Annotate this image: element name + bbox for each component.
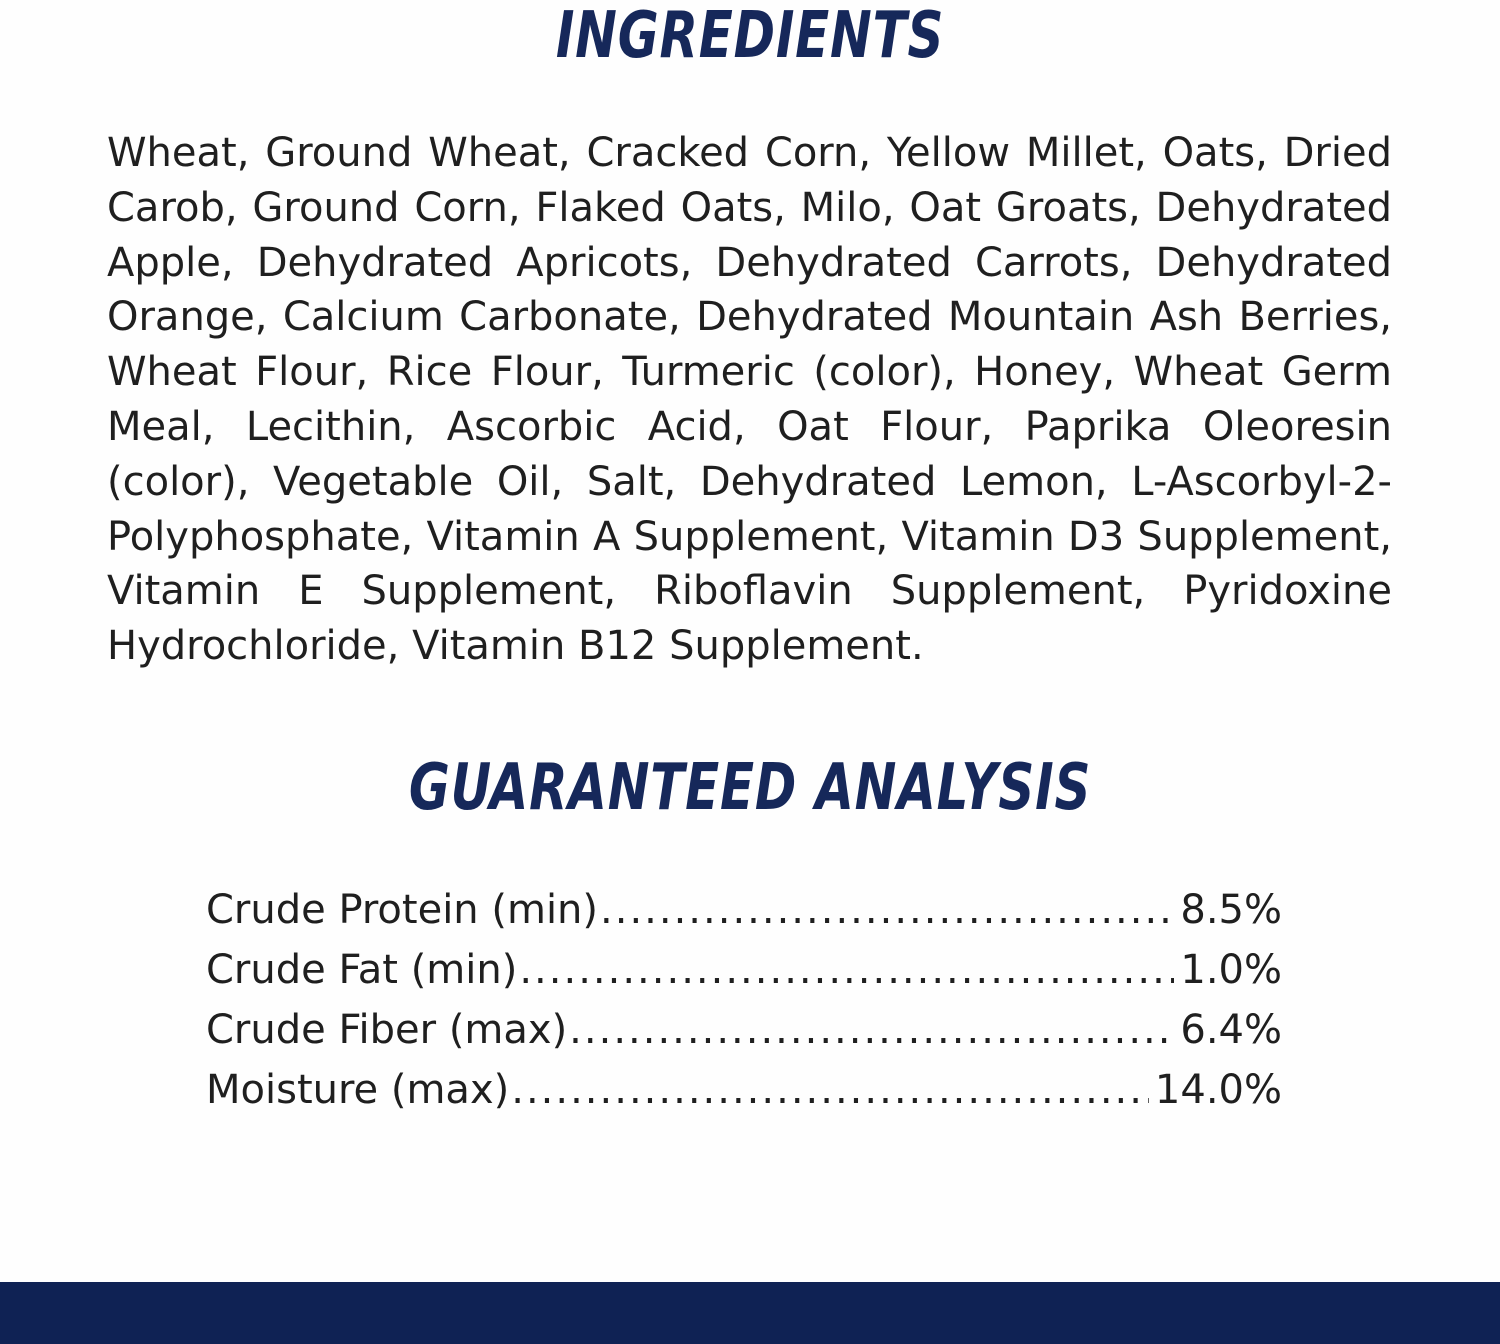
analysis-row-crude-fat	[206, 940, 1282, 1000]
ingredients-heading: INGREDIENTS	[555, 0, 945, 73]
dot-leader	[600, 880, 1174, 940]
analysis-label: Crude Fat (min)	[206, 947, 518, 993]
dot-leader	[511, 1060, 1149, 1120]
guaranteed-analysis-heading: GUARANTEED ANALYSIS	[408, 751, 1092, 825]
analysis-value: 8.5%	[1180, 887, 1282, 933]
analysis-row-crude-protein	[206, 880, 1282, 940]
guaranteed-analysis-table	[206, 880, 1282, 1120]
dot-leader	[569, 1000, 1174, 1060]
analysis-label: Moisture (max)	[206, 1067, 510, 1113]
analysis-label: Crude Protein (min)	[206, 887, 599, 933]
analysis-label: Crude Fiber (max)	[206, 1007, 568, 1053]
analysis-value: 14.0%	[1154, 1067, 1282, 1113]
ingredients-list: Wheat, Ground Wheat, Cracked Corn, Yellow Millet, Oats, Dried Carob, Ground Corn, Flaked Oats, Milo, Oat Groats, Dehydrated Apple, Dehydrated Apricots, Dehydrated Carrots, Dehydrated Orange, Calcium Carbonate, Dehydrated Mountain Ash Berries, Wheat Flour, Rice Flour, Turmeric (color), Honey, Wheat Germ Meal, Lecithin, Ascorbic Acid, Oat Flour, Paprika Oleoresin (color), Vegetable Oil, Salt, Dehydrated Lemon, L-Ascorbyl-2-Polyphosphate, Vitamin A Supplement, Vitamin D3 Supplement, Vitamin E Supplement, Riboflavin Supplement, Pyridoxine Hydrochloride, Vitamin B12 Supplement.	[107, 130, 1392, 670]
analysis-value: 6.4%	[1180, 1007, 1282, 1053]
analysis-row-moisture	[206, 1060, 1282, 1120]
footer-bar	[0, 1282, 1500, 1344]
dot-leader	[519, 940, 1174, 1000]
analysis-value: 1.0%	[1180, 947, 1282, 993]
analysis-row-crude-fiber	[206, 1000, 1282, 1060]
